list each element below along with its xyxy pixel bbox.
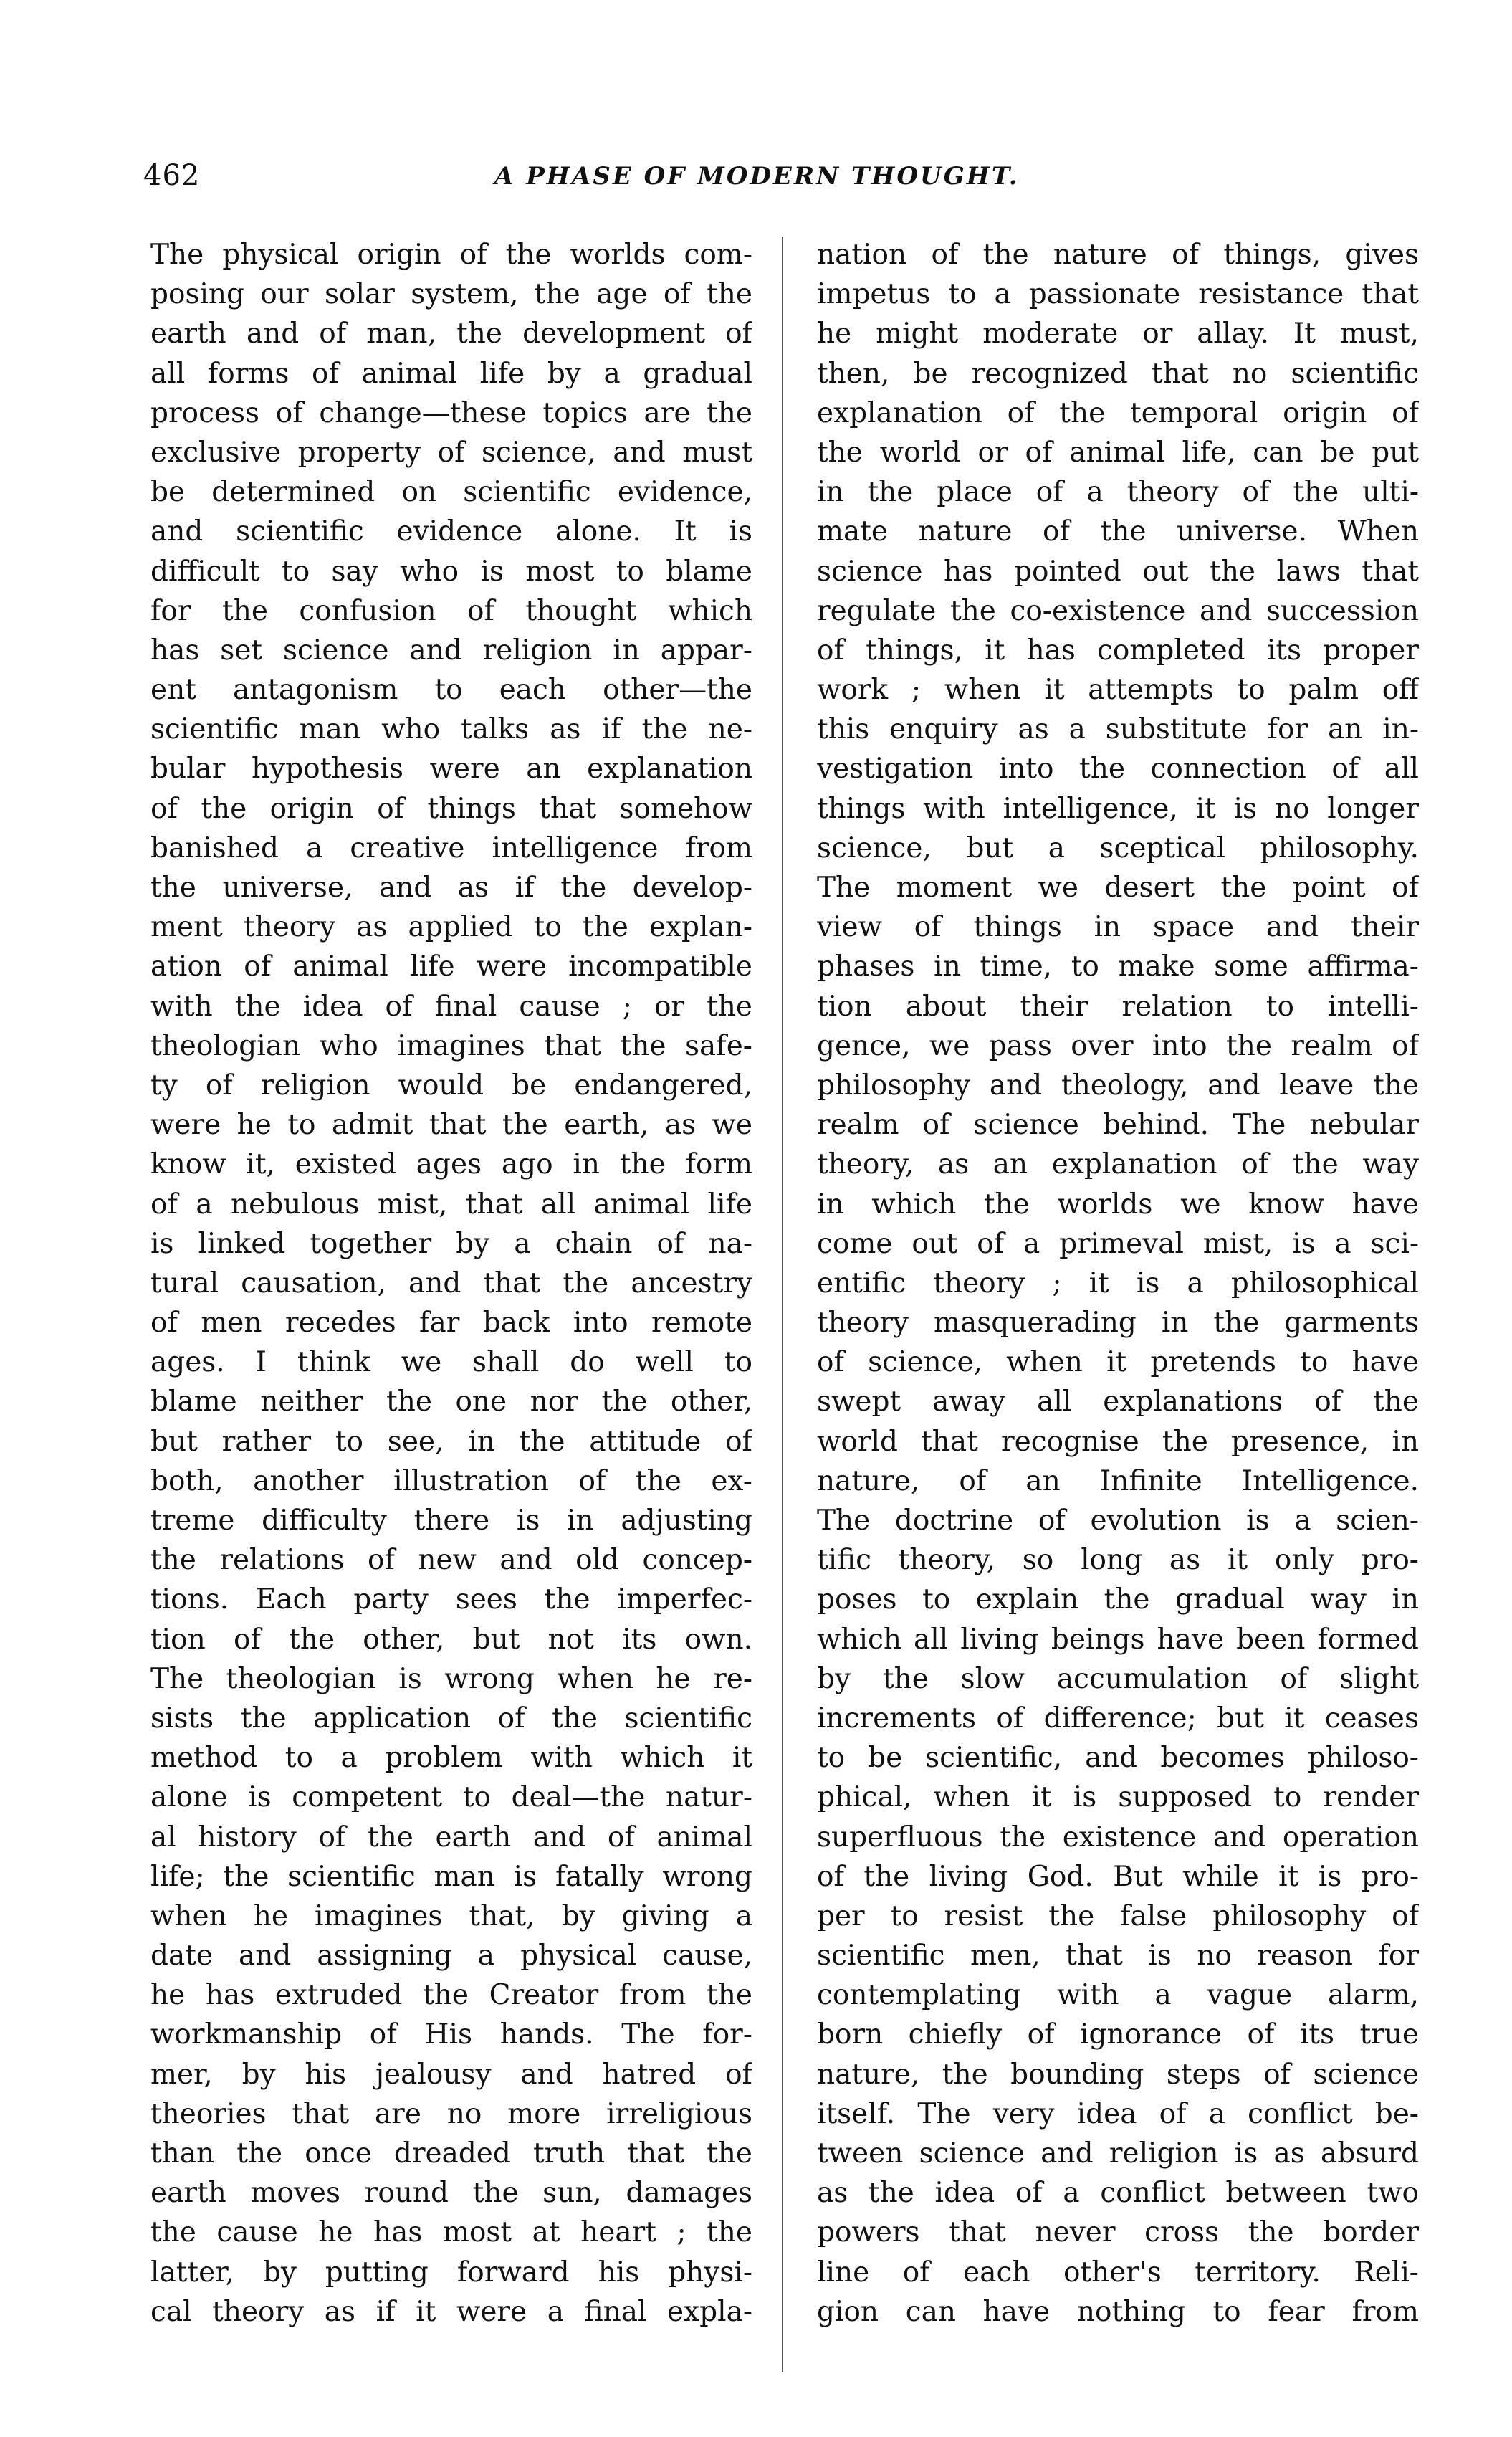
text-line: theologian who imagines that the safe-: [150, 1029, 752, 1062]
text-line: born chiefly of ignorance of its true: [817, 2018, 1419, 2051]
text-line: tween science and religion is as absurd: [817, 2137, 1419, 2170]
text-line: earth moves round the sun, damages: [150, 2177, 752, 2210]
text-line: mer, by his jealousy and hatred of: [150, 2058, 752, 2091]
text-line: has set science and religion in appar-: [150, 634, 752, 667]
text-line: latter, by putting forward his physi-: [150, 2256, 752, 2289]
text-line: he has extruded the Creator from the: [150, 1979, 752, 2012]
right-text-column: [817, 235, 1419, 2332]
text-line: superfluous the existence and operation: [817, 1821, 1419, 1854]
text-line: nature, the bounding steps of science: [817, 2058, 1419, 2091]
text-line: but rather to see, in the attitude of: [150, 1425, 752, 1458]
text-line: view of things in space and their: [817, 911, 1419, 944]
text-line: The doctrine of evolution is a scien-: [817, 1504, 1419, 1537]
text-line: of the living God. But while it is pro-: [817, 1860, 1419, 1893]
text-line: contemplating with a vague alarm,: [817, 1979, 1419, 2012]
text-line: life; the scientific man is fatally wrong: [150, 1860, 752, 1893]
text-line: bular hypothesis were an explanation: [150, 753, 752, 786]
text-line: come out of a primeval mist, is a sci-: [817, 1227, 1419, 1260]
text-line: in which the worlds we know have: [817, 1188, 1419, 1221]
page-header: [143, 159, 1376, 202]
text-line: treme difficulty there is in adjusting: [150, 1504, 752, 1537]
text-line: workmanship of His hands. The for-: [150, 2018, 752, 2051]
left-text-column: [150, 235, 752, 2332]
text-line: ent antagonism to each other—the: [150, 674, 752, 707]
text-line: tion of the other, but not its own.: [150, 1623, 752, 1656]
text-line: The moment we desert the point of: [817, 872, 1419, 904]
text-line: all forms of animal life by a gradual: [150, 357, 752, 390]
text-line: theory, as an explanation of the way: [817, 1148, 1419, 1181]
page-number: 462: [143, 159, 201, 192]
text-line: phases in time, to make some affirma-: [817, 950, 1419, 983]
text-line: date and assigning a physical cause,: [150, 1940, 752, 1973]
text-line: al history of the earth and of animal: [150, 1821, 752, 1854]
column-divider: [782, 237, 783, 2372]
text-line: this enquiry as a substitute for an in-: [817, 713, 1419, 746]
text-line: cal theory as if it were a final expla-: [150, 2295, 752, 2328]
text-line: The theologian is wrong when he re-: [150, 1662, 752, 1695]
text-line: theories that are no more irreligious: [150, 2097, 752, 2130]
text-line: line of each other's territory. Reli-: [817, 2256, 1419, 2289]
text-line: philosophy and theology, and leave the: [817, 1069, 1419, 1102]
text-line: earth and of man, the development of: [150, 318, 752, 350]
text-line: ment theory as applied to the explan-: [150, 911, 752, 944]
text-line: in the place of a theory of the ulti-: [817, 476, 1419, 509]
text-line: is linked together by a chain of na-: [150, 1227, 752, 1260]
text-line: things with intelligence, it is no longer: [817, 792, 1419, 825]
text-line: poses to explain the gradual way in: [817, 1583, 1419, 1616]
text-line: ation of animal life were incompatible: [150, 950, 752, 983]
text-line: of things, it has completed its proper: [817, 634, 1419, 667]
text-line: ty of religion would be endangered,: [150, 1069, 752, 1102]
text-line: nature, of an Infinite Intelligence.: [817, 1464, 1419, 1497]
text-line: work ; when it attempts to palm off: [817, 674, 1419, 707]
text-line: which all living beings have been formed: [817, 1623, 1419, 1656]
text-line: science has pointed out the laws that: [817, 555, 1419, 588]
text-line: swept away all explanations of the: [817, 1386, 1419, 1418]
text-line: powers that never cross the border: [817, 2216, 1419, 2249]
text-line: theory masquerading in the garments: [817, 1307, 1419, 1340]
text-line: difficult to say who is most to blame: [150, 555, 752, 588]
text-line: the universe, and as if the develop-: [150, 872, 752, 904]
text-line: gion can have nothing to fear from: [817, 2295, 1419, 2328]
text-line: be determined on scientific evidence,: [150, 476, 752, 509]
text-line: to be scientific, and becomes philoso-: [817, 1742, 1419, 1775]
text-line: of men recedes far back into remote: [150, 1307, 752, 1340]
text-line: the relations of new and old concep-: [150, 1544, 752, 1577]
text-line: with the idea of final cause ; or the: [150, 990, 752, 1023]
text-line: realm of science behind. The nebular: [817, 1109, 1419, 1142]
text-line: then, be recognized that no scientific: [817, 357, 1419, 390]
text-line: itself. The very idea of a conflict be-: [817, 2097, 1419, 2130]
text-line: world that recognise the presence, in: [817, 1425, 1419, 1458]
text-line: increments of difference; but it ceases: [817, 1702, 1419, 1735]
text-line: ages. I think we shall do well to: [150, 1346, 752, 1379]
text-line: when he imagines that, by giving a: [150, 1899, 752, 1932]
text-line: mate nature of the universe. When: [817, 515, 1419, 548]
text-line: sists the application of the scientific: [150, 1702, 752, 1735]
text-line: tion about their relation to intelli-: [817, 990, 1419, 1023]
text-line: for the confusion of thought which: [150, 594, 752, 627]
text-line: posing our solar system, the age of the: [150, 278, 752, 311]
text-line: vestigation into the connection of all: [817, 753, 1419, 786]
text-line: scientific men, that is no reason for: [817, 1940, 1419, 1973]
running-title: A PHASE OF MODERN THOUGHT.: [494, 162, 1020, 191]
text-line: science, but a sceptical philosophy.: [817, 831, 1419, 864]
text-line: phical, when it is supposed to render: [817, 1781, 1419, 1814]
text-line: explanation of the temporal origin of: [817, 396, 1419, 429]
text-line: both, another illustration of the ex-: [150, 1464, 752, 1497]
text-line: as the idea of a conflict between two: [817, 2177, 1419, 2210]
text-line: than the once dreaded truth that the: [150, 2137, 752, 2170]
text-line: scientific man who talks as if the ne-: [150, 713, 752, 746]
text-line: exclusive property of science, and must: [150, 436, 752, 469]
text-line: know it, existed ages ago in the form: [150, 1148, 752, 1181]
text-line: the cause he has most at heart ; the: [150, 2216, 752, 2249]
text-line: by the slow accumulation of slight: [817, 1662, 1419, 1695]
text-line: tions. Each party sees the imperfec-: [150, 1583, 752, 1616]
text-line: The physical origin of the worlds com-: [150, 239, 752, 271]
text-line: of the origin of things that somehow: [150, 792, 752, 825]
text-line: blame neither the one nor the other,: [150, 1386, 752, 1418]
text-line: were he to admit that the earth, as we: [150, 1109, 752, 1142]
text-line: tific theory, so long as it only pro-: [817, 1544, 1419, 1577]
text-line: of science, when it pretends to have: [817, 1346, 1419, 1379]
text-line: impetus to a passionate resistance that: [817, 278, 1419, 311]
text-line: gence, we pass over into the realm of: [817, 1029, 1419, 1062]
text-line: he might moderate or allay. It must,: [817, 318, 1419, 350]
text-line: of a nebulous mist, that all animal life: [150, 1188, 752, 1221]
text-line: entific theory ; it is a philosophical: [817, 1267, 1419, 1299]
text-line: regulate the co-existence and succession: [817, 594, 1419, 627]
text-line: nation of the nature of things, gives: [817, 239, 1419, 271]
text-line: the world or of animal life, can be put: [817, 436, 1419, 469]
text-line: alone is competent to deal—the natur-: [150, 1781, 752, 1814]
text-line: banished a creative intelligence from: [150, 831, 752, 864]
text-line: method to a problem with which it: [150, 1742, 752, 1775]
text-line: tural causation, and that the ancestry: [150, 1267, 752, 1299]
text-line: and scientific evidence alone. It is: [150, 515, 752, 548]
text-line: per to resist the false philosophy of: [817, 1899, 1419, 1932]
text-line: process of change—these topics are the: [150, 396, 752, 429]
